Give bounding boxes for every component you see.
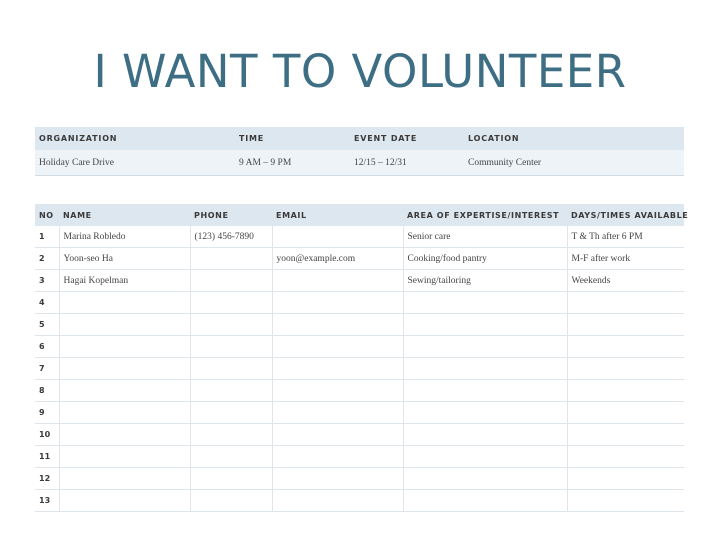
days-cell[interactable] — [567, 490, 684, 512]
volunteer-header-row — [35, 204, 684, 226]
days-cell[interactable]: Weekends — [567, 270, 684, 292]
table-row — [35, 380, 684, 402]
name-cell[interactable] — [59, 424, 190, 446]
phone-header: PHONE — [190, 204, 272, 226]
time-cell[interactable]: 9 AM – 9 PM — [235, 150, 350, 176]
phone-cell[interactable] — [190, 248, 272, 270]
email-cell[interactable] — [272, 380, 403, 402]
name-cell[interactable] — [59, 380, 190, 402]
event-header-row — [35, 127, 684, 150]
row-number: 9 — [35, 402, 59, 424]
days-cell[interactable] — [567, 468, 684, 490]
row-number: 1 — [35, 226, 59, 248]
row-number: 6 — [35, 336, 59, 358]
email-cell[interactable] — [272, 468, 403, 490]
email-cell[interactable] — [272, 336, 403, 358]
event-date-header: EVENT DATE — [350, 127, 464, 150]
name-cell[interactable] — [59, 314, 190, 336]
name-cell[interactable]: Hagai Kopelman — [59, 270, 190, 292]
table-row — [35, 424, 684, 446]
row-number: 12 — [35, 468, 59, 490]
email-cell[interactable] — [272, 402, 403, 424]
area-cell[interactable] — [403, 402, 567, 424]
area-cell[interactable] — [403, 468, 567, 490]
email-cell[interactable]: yoon@example.com — [272, 248, 403, 270]
days-cell[interactable] — [567, 402, 684, 424]
area-header: AREA OF EXPERTISE/INTEREST — [403, 204, 567, 226]
row-number: 5 — [35, 314, 59, 336]
name-cell[interactable]: Yoon-seo Ha — [59, 248, 190, 270]
table-row — [35, 314, 684, 336]
area-cell[interactable]: Senior care — [403, 226, 567, 248]
row-number: 13 — [35, 490, 59, 512]
volunteer-table — [35, 204, 689, 512]
area-cell[interactable]: Cooking/food pantry — [403, 248, 567, 270]
area-cell[interactable] — [403, 358, 567, 380]
table-row — [35, 226, 684, 248]
days-cell[interactable] — [567, 358, 684, 380]
email-cell[interactable] — [272, 358, 403, 380]
location-header: LOCATION — [464, 127, 684, 150]
area-cell[interactable] — [403, 446, 567, 468]
days-cell[interactable] — [567, 292, 684, 314]
no-header: NO — [35, 204, 59, 226]
phone-cell[interactable] — [190, 402, 272, 424]
table-row — [35, 468, 684, 490]
days-cell[interactable]: M-F after work — [567, 248, 684, 270]
name-cell[interactable]: Marina Robledo — [59, 226, 190, 248]
phone-cell[interactable] — [190, 468, 272, 490]
area-cell[interactable] — [403, 490, 567, 512]
name-cell[interactable] — [59, 468, 190, 490]
table-row — [35, 248, 684, 270]
row-number: 10 — [35, 424, 59, 446]
table-row — [35, 402, 684, 424]
name-cell[interactable] — [59, 490, 190, 512]
area-cell[interactable] — [403, 336, 567, 358]
days-cell[interactable]: T & Th after 6 PM — [567, 226, 684, 248]
table-row — [35, 270, 684, 292]
email-cell[interactable] — [272, 270, 403, 292]
phone-cell[interactable] — [190, 380, 272, 402]
days-cell[interactable] — [567, 336, 684, 358]
organization-cell[interactable]: Holiday Care Drive — [35, 150, 235, 176]
table-row — [35, 336, 684, 358]
event-info-table — [35, 127, 684, 176]
table-row — [35, 358, 684, 380]
email-cell[interactable] — [272, 292, 403, 314]
page-title: I WANT TO VOLUNTEER — [93, 45, 627, 98]
row-number: 4 — [35, 292, 59, 314]
phone-cell[interactable] — [190, 490, 272, 512]
name-cell[interactable] — [59, 358, 190, 380]
name-cell[interactable] — [59, 336, 190, 358]
event-row — [35, 150, 684, 176]
organization-header: ORGANIZATION — [35, 127, 235, 150]
email-cell[interactable] — [272, 226, 403, 248]
name-header: NAME — [59, 204, 190, 226]
email-header: EMAIL — [272, 204, 403, 226]
area-cell[interactable] — [403, 292, 567, 314]
email-cell[interactable] — [272, 446, 403, 468]
phone-cell[interactable] — [190, 314, 272, 336]
phone-cell[interactable] — [190, 358, 272, 380]
phone-cell[interactable] — [190, 292, 272, 314]
area-cell[interactable]: Sewing/tailoring — [403, 270, 567, 292]
name-cell[interactable] — [59, 292, 190, 314]
days-cell[interactable] — [567, 380, 684, 402]
area-cell[interactable] — [403, 424, 567, 446]
name-cell[interactable] — [59, 446, 190, 468]
location-cell[interactable]: Community Center — [464, 150, 684, 176]
phone-cell[interactable] — [190, 424, 272, 446]
event-date-cell[interactable]: 12/15 – 12/31 — [350, 150, 464, 176]
days-cell[interactable] — [567, 424, 684, 446]
row-number: 8 — [35, 380, 59, 402]
table-row — [35, 292, 684, 314]
email-cell[interactable] — [272, 314, 403, 336]
area-cell[interactable] — [403, 314, 567, 336]
phone-cell[interactable] — [190, 336, 272, 358]
phone-cell[interactable]: (123) 456-7890 — [190, 226, 272, 248]
days-header: DAYS/TIMES AVAILABLE — [567, 204, 684, 226]
phone-cell[interactable] — [190, 270, 272, 292]
area-cell[interactable] — [403, 380, 567, 402]
days-cell[interactable] — [567, 446, 684, 468]
name-cell[interactable] — [59, 402, 190, 424]
time-header: TIME — [235, 127, 350, 150]
row-number: 2 — [35, 248, 59, 270]
row-number: 3 — [35, 270, 59, 292]
row-number: 7 — [35, 358, 59, 380]
row-number: 11 — [35, 446, 59, 468]
email-cell[interactable] — [272, 424, 403, 446]
table-row — [35, 490, 684, 512]
days-cell[interactable] — [567, 314, 684, 336]
table-row — [35, 446, 684, 468]
email-cell[interactable] — [272, 490, 403, 512]
phone-cell[interactable] — [190, 446, 272, 468]
